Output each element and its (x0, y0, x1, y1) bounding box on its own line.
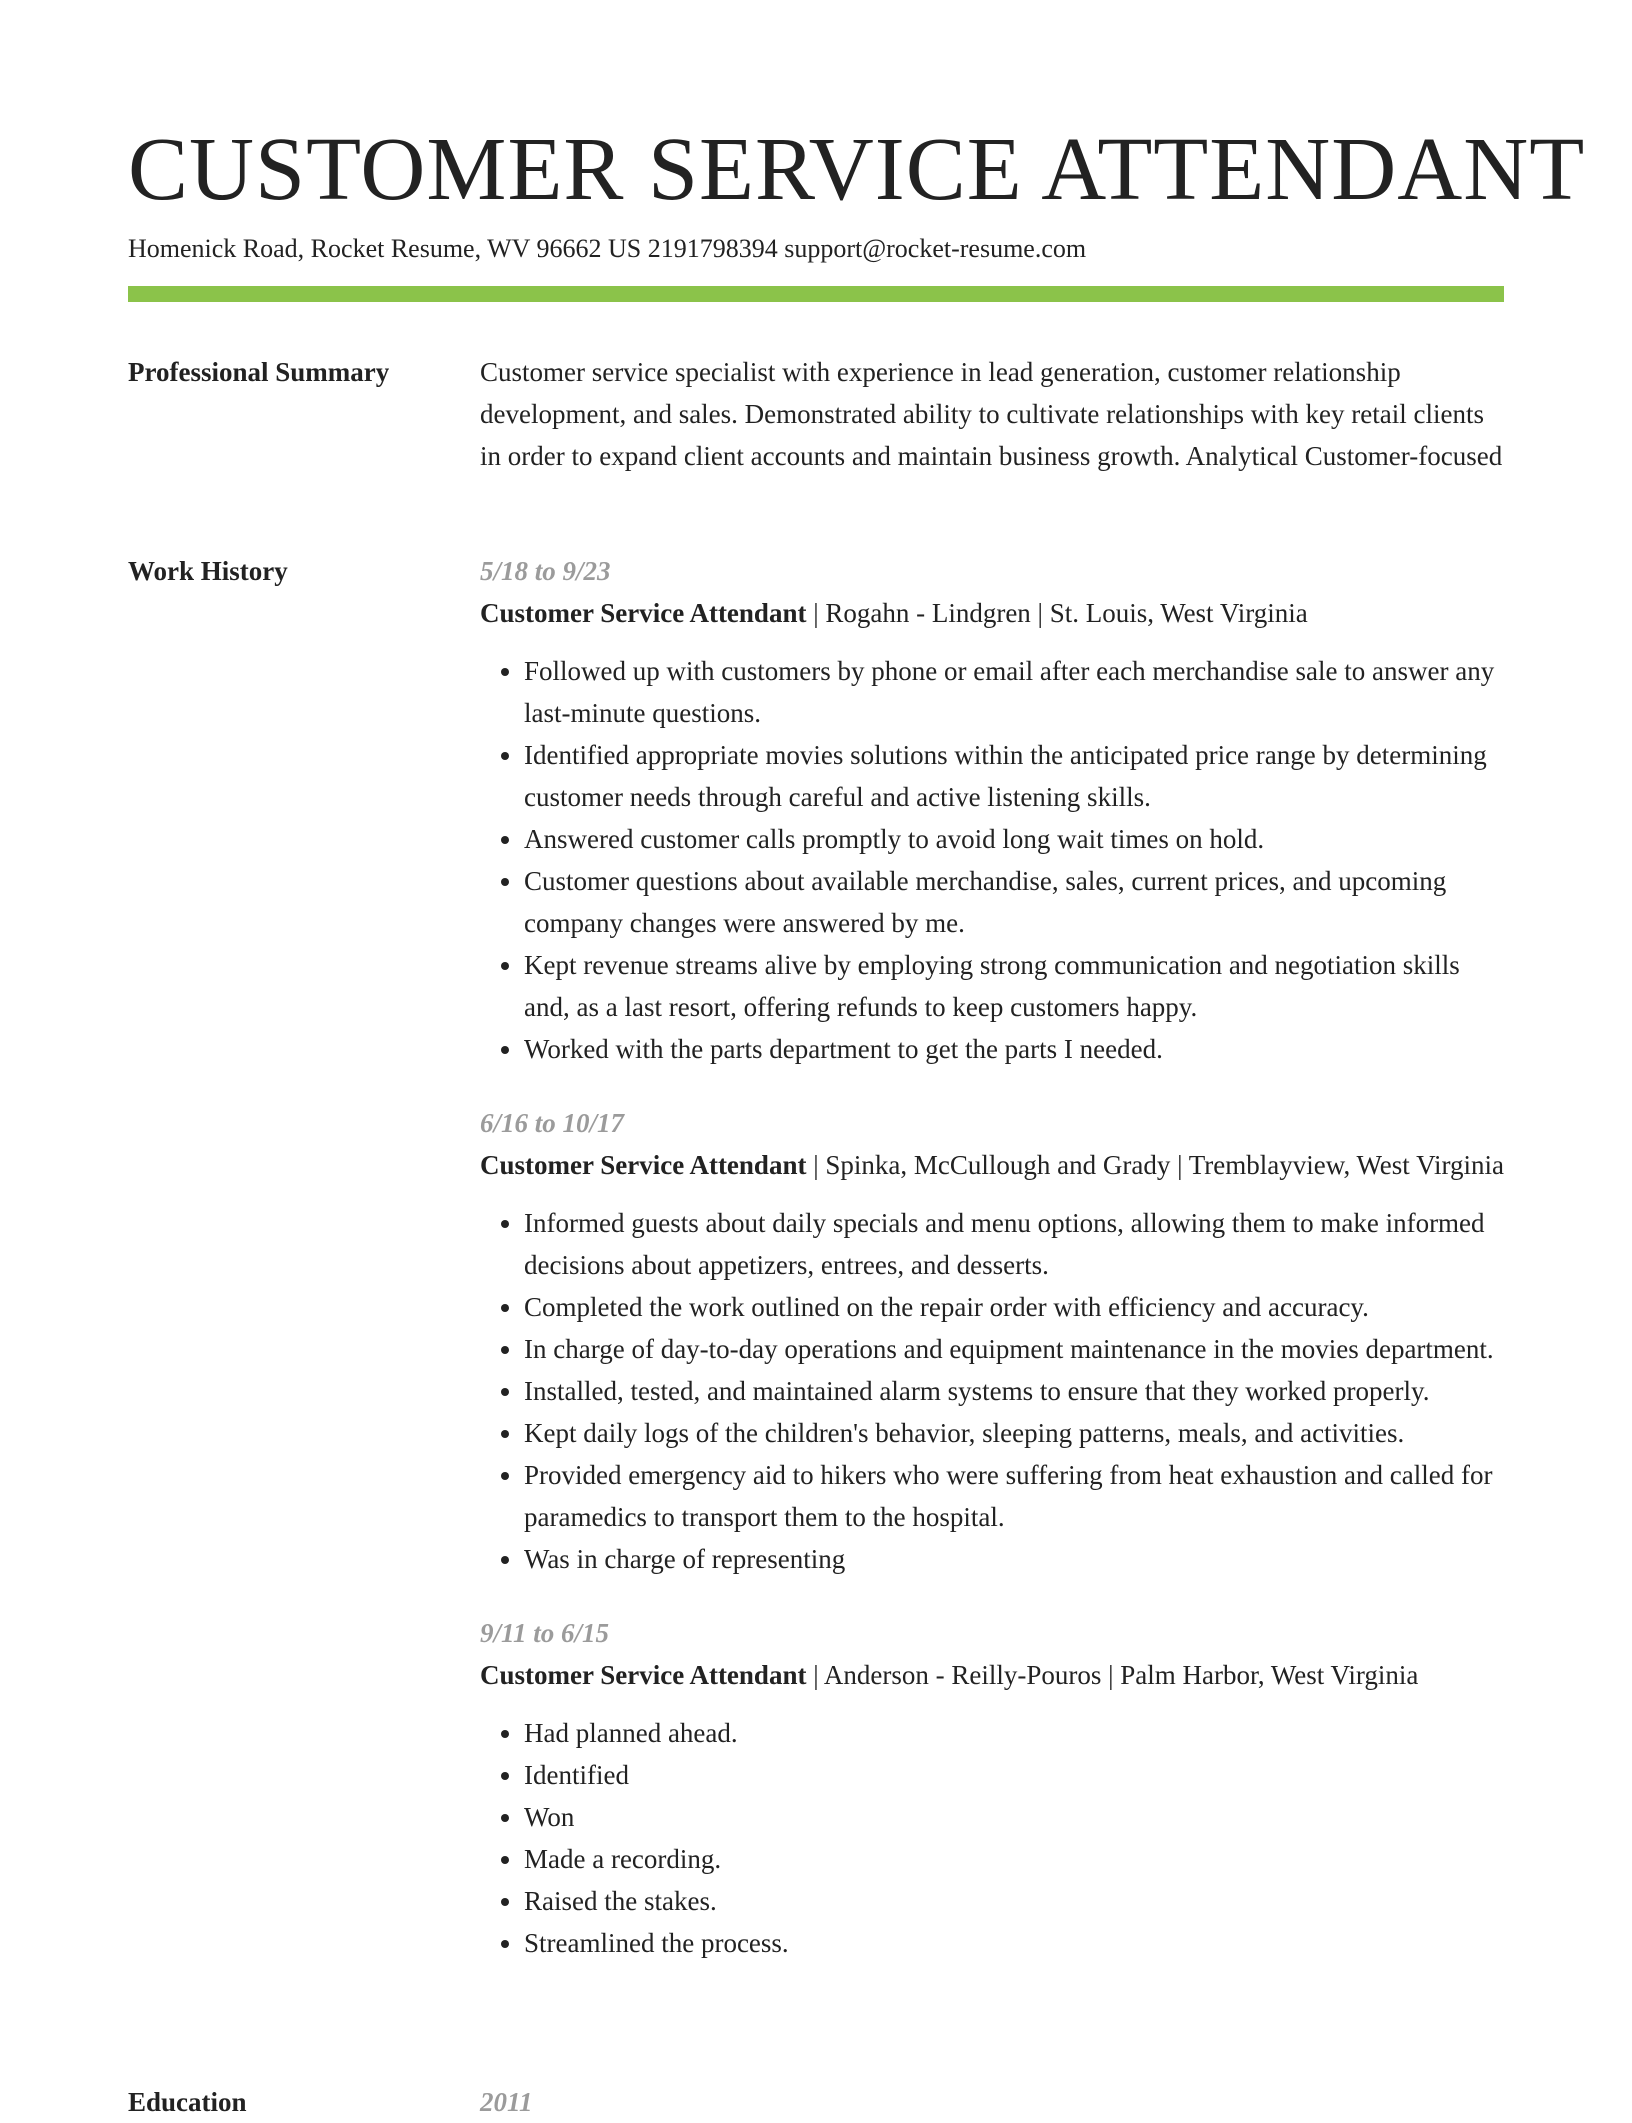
duty-item: • Had planned ahead. (524, 1712, 1504, 1754)
duty-item: • Provided emergency aid to hikers who were suffering from heat exhaustion and called for paramedics to transport them to the hospital. (524, 1454, 1504, 1538)
duty-item: • Worked with the parts department to get the parts I needed. (524, 1028, 1504, 1070)
contact-line: Homenick Road, Rocket Resume, WV 96662 US 2191798394 support@rocket-resume.com (128, 234, 1087, 263)
duty-item: • Kept daily logs of the children's behavior, sleeping patterns, meals, and activities. (524, 1412, 1504, 1454)
duty-item: • Streamlined the process. (524, 1922, 1504, 1964)
duty-item: • Was in charge of representing (524, 1538, 1504, 1580)
job-title: Customer Service Attendant (480, 1150, 807, 1180)
job-details: | Rogahn - Lindgren | St. Louis, West Virginia (806, 598, 1308, 628)
education-body (480, 2081, 1504, 2123)
job-title-line (480, 592, 1504, 634)
job-entry (480, 550, 1504, 1070)
job-duties (480, 1202, 1504, 1580)
job-entry (480, 1102, 1504, 1580)
job-entry (480, 1612, 1504, 1964)
duty-item: • Raised the stakes. (524, 1880, 1504, 1922)
summary-body (480, 351, 1504, 477)
duty-item: • Answered customer calls promptly to avoid long wait times on hold. (524, 818, 1504, 860)
job-title: Customer Service Attendant (480, 598, 807, 628)
job-details: | Spinka, McCullough and Grady | Tremblayview, West Virginia (806, 1150, 1504, 1180)
job-dates: 6/16 to 10/17 (480, 1108, 625, 1138)
duty-item: • Identified (524, 1754, 1504, 1796)
job-duties (480, 650, 1504, 1070)
job-title-line (480, 1144, 1504, 1186)
job-duties (480, 1712, 1504, 1964)
header-divider (128, 286, 1504, 302)
summary-heading: Professional Summary (128, 357, 390, 387)
work-history-heading: Work History (128, 556, 288, 586)
resume-name: CUSTOMER SERVICE ATTENDANT (128, 120, 1586, 219)
job-dates: 5/18 to 9/23 (480, 556, 611, 586)
duty-item: • Informed guests about daily specials and menu options, allowing them to make informed decisions about appetizers, entrees, and desserts. (524, 1202, 1504, 1286)
job-details: | Anderson - Reilly-Pouros | Palm Harbor, West Virginia (806, 1660, 1419, 1690)
job-title-line (480, 1654, 1504, 1696)
duty-item: • Made a recording. (524, 1838, 1504, 1880)
job-title: Customer Service Attendant (480, 1660, 807, 1690)
duty-item: • Completed the work outlined on the repair order with efficiency and accuracy. (524, 1286, 1504, 1328)
duty-item: • Installed, tested, and maintained alarm systems to ensure that they worked properly. (524, 1370, 1504, 1412)
summary-text: Customer service specialist with experience in lead generation, customer relationship development, and sales. Demonstrated ability to cultivate relationships with key retail clients in order to expand client accounts and maintain business growth. Analytical Customer-focused (480, 357, 1503, 471)
duty-item: • Identified appropriate movies solutions within the anticipated price range by determining customer needs through careful and active listening skills. (524, 734, 1504, 818)
education-heading: Education (128, 2087, 247, 2117)
duty-item: • Won (524, 1796, 1504, 1838)
job-dates: 9/11 to 6/15 (480, 1618, 610, 1648)
duty-item: • Kept revenue streams alive by employing strong communication and negotiation skills and, as a last resort, offering refunds to keep customers happy. (524, 944, 1504, 1028)
duty-item: • Customer questions about available merchandise, sales, current prices, and upcoming company changes were answered by me. (524, 860, 1504, 944)
education-year: 2011 (480, 2087, 533, 2117)
duty-item: • In charge of day-to-day operations and equipment maintenance in the movies department. (524, 1328, 1504, 1370)
work-history-body (480, 550, 1504, 1996)
duty-item: • Followed up with customers by phone or email after each merchandise sale to answer any last-minute questions. (524, 650, 1504, 734)
